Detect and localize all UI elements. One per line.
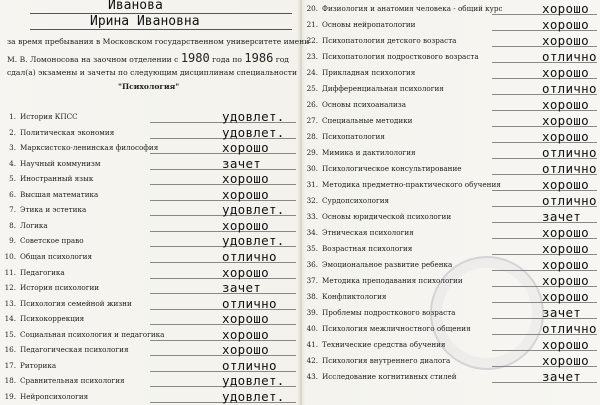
subject-name: Психологическое консультирование [322,164,462,173]
subject-row [0,358,296,374]
subject-name: Нейропсихология [20,391,89,401]
subject-row [302,113,597,129]
subject-row [0,311,296,327]
subject-grade: отлично [222,248,277,264]
subject-row [0,171,296,187]
subject-name: Психология семейной жизни [20,298,132,308]
subject-number: 27. [306,116,318,125]
subject-grade: хорошо [222,264,269,280]
subject-row [0,187,296,203]
subject-name: Педагогическая психология [20,345,129,355]
student-first-middle-name: Ирина Ивановна [90,14,200,29]
subject-grade: хорошо [222,186,269,202]
subject-row [302,129,597,145]
subject-number: 6. [9,189,16,199]
subject-grade: хорошо [542,177,589,192]
subject-number: 23. [306,52,318,61]
subject-row [0,125,296,141]
subject-name: Эмоциональное развитие ребенка [322,260,453,269]
subject-grade: хорошо [542,113,589,128]
subject-grade: зачет [222,280,262,296]
subject-number: 7. [9,205,16,215]
subject-grade: хорошо [542,289,589,304]
subject-row [302,209,597,225]
subject-number: 24. [306,68,318,77]
subject-grade: хорошо [542,273,589,288]
subject-grade: удовлет. [222,202,285,218]
subject-name: Политическая экономия [20,127,115,137]
subject-grade: хорошо [542,1,589,16]
subject-name: Сравнительная психология [20,376,125,386]
subject-name: Основы нейропатологии [322,20,416,29]
subject-number: 14. [4,314,16,324]
subject-number: 4. [9,158,16,168]
student-last-name: Иванова [108,0,163,13]
subject-grade: хорошо [542,97,589,112]
subject-number: 38. [306,292,318,301]
subject-name: Прикладная психология [322,68,416,77]
subject-row [0,202,296,218]
subject-number: 34. [306,228,318,237]
subject-number: 9. [9,236,16,246]
subject-grade: удовлет. [222,233,285,249]
subject-grade: отлично [542,193,597,208]
subject-name: Общая психология [20,251,92,261]
subject-grade: хорошо [542,17,589,32]
subject-number: 1. [9,112,16,121]
subject-name: Проблемы подросткового возраста [322,308,456,317]
subject-name: Психопатология подросткового возраста [322,52,479,61]
subject-row [0,140,296,156]
subject-grade: зачет [542,369,582,384]
subject-number: 25. [306,84,318,93]
subject-name: Психокоррекция [20,314,85,324]
intro-line-2-start: М. В. Ломоносова на заочном отделении с [7,55,179,64]
subject-row [0,265,296,281]
subject-grade: хорошо [542,65,589,80]
subject-row [0,280,296,296]
subject-name: Сурдопсихология [322,196,390,205]
subject-row [0,342,296,358]
intro-line-2-end: год [275,55,289,64]
subject-row [302,1,597,17]
subject-row [0,109,296,125]
subject-name: Специальные методики [322,116,413,125]
subject-number: 43. [306,372,318,381]
subject-name: Психология межличностного общения [322,324,471,333]
subject-row [302,225,597,241]
subject-grade: отлично [542,81,597,96]
subject-grade: удовлет. [222,109,285,124]
subject-number: 12. [4,283,16,293]
subject-name: Основы юридической психологии [322,212,452,221]
subject-grade: отлично [542,145,597,160]
intro-line-1: за время пребывания в Московском государственном университете имени [7,37,310,46]
subject-row [0,373,296,389]
subject-number: 13. [4,298,16,308]
subject-number: 11. [4,267,16,277]
subject-number: 28. [306,132,318,141]
subject-grade: хорошо [542,337,589,352]
subject-grade: удовлет. [222,388,285,404]
subject-name: История психологии [20,283,100,293]
subject-row [302,65,597,81]
subject-number: 40. [306,324,318,333]
subject-number: 16. [4,345,16,355]
subject-number: 31. [306,180,318,189]
subject-number: 37. [306,276,318,285]
subject-number: 3. [9,143,16,153]
intro-line-2 [7,51,289,65]
subject-grade: хорошо [542,257,589,272]
subject-name: Методика предметно-практического обучения [322,180,501,189]
subject-row [302,369,597,385]
subject-row [302,161,597,177]
subject-number: 33. [306,212,318,221]
subject-row [302,337,597,353]
subject-row [0,249,296,265]
subject-number: 30. [306,164,318,173]
subject-grade: отлично [542,49,597,64]
subject-name: Психопатология [322,132,385,141]
subject-number: 39. [306,308,318,317]
subject-name: Психология внутреннего диалога [322,356,451,365]
subject-name: Риторика [20,360,57,370]
subject-name: Этика и эстетика [20,205,87,215]
subject-grade: хорошо [542,241,589,256]
subject-number: 10. [4,251,16,261]
subject-grade: отлично [542,161,597,176]
subject-name: Социальная психология и педагогика [20,329,165,339]
subject-row [302,241,597,257]
first-name-underline [30,29,292,30]
subject-grade: отлично [222,295,277,311]
subject-number: 41. [306,340,318,349]
subject-name: Мимика и дактилология [322,148,416,157]
subject-grade: хорошо [542,353,589,368]
subject-row [302,321,597,337]
subject-row [302,97,597,113]
subject-grade: хорошо [222,140,269,156]
subject-number: 15. [4,329,16,339]
subject-number: 2. [9,127,16,137]
subject-grade: зачет [542,209,582,224]
subject-number: 26. [306,100,318,109]
subject-name: Педагогика [20,267,65,277]
subject-name: Научный коммунизм [20,158,101,168]
subject-grade: зачет [542,305,582,320]
subject-row [302,193,597,209]
subject-name: Марксистско-ленинская философия [20,143,159,153]
subject-row [302,145,597,161]
subject-grade: отлично [222,357,277,373]
subject-name: История КПСС [20,112,78,121]
specialty-name: "Психология" [118,82,180,91]
subject-row [302,17,597,33]
subject-number: 21. [306,20,318,29]
subject-row [0,296,296,312]
subject-name: Физиология и анатомия человека - общий курс [322,4,503,13]
subject-row [0,156,296,172]
subject-row [302,257,597,273]
subject-name: Советское право [20,236,84,246]
subject-name: Конфликтология [322,292,387,301]
subject-number: 17. [4,360,16,370]
year-to: 1986 [244,51,274,65]
subject-row [302,305,597,321]
subject-number: 18. [4,376,16,386]
subject-row [302,33,597,49]
subject-name: Возрастная психология [322,244,413,253]
subject-grade: хорошо [222,217,269,233]
subject-row [302,353,597,369]
subject-grade: хорошо [222,342,269,358]
subject-name: Технические средства обучения [322,340,446,349]
subject-number: 8. [9,220,16,230]
subject-grade: хорошо [222,171,269,187]
subject-number: 42. [306,356,318,365]
subject-name: Методика преподавания психологии [322,276,463,285]
subject-grade: хорошо [222,326,269,342]
year-from: 1980 [180,51,210,65]
subject-name: Этническая психология [322,228,414,237]
subject-row [302,81,597,97]
subject-row [302,289,597,305]
subject-row [302,177,597,193]
subject-grade: удовлет. [222,124,285,140]
subject-row [302,49,597,65]
subject-grade: удовлет. [222,373,285,389]
subject-grade: хорошо [542,225,589,240]
subject-name: Высшая математика [20,189,99,199]
subject-grade: зачет [222,155,262,171]
subject-row [302,273,597,289]
subject-grade: хорошо [222,311,269,327]
subject-name: Психопатология детского возраста [322,36,457,45]
subject-number: 35. [306,244,318,253]
subject-number: 20. [306,4,318,13]
subject-row [0,218,296,234]
subject-name: Дифференциальная психология [322,84,444,93]
subject-number: 32. [306,196,318,205]
subject-row [0,389,296,405]
subject-grade: хорошо [542,129,589,144]
subject-row [0,233,296,249]
intro-line-3: сдал(а) экзамены и зачеты по следующим дисциплинам специальности [7,68,298,77]
subject-row [0,327,296,343]
subject-grade: хорошо [542,33,589,48]
subject-name: Иностранный язык [20,174,94,184]
subject-name: Исследование когнитивных стилей [322,372,457,381]
subject-grade: отлично [542,321,597,336]
subject-name: Логика [20,220,48,230]
subject-number: 19. [4,391,16,401]
subject-number: 29. [306,148,318,157]
intro-line-2-mid: года по [212,55,242,64]
subject-number: 22. [306,36,318,45]
subject-number: 5. [9,174,16,184]
subject-number: 36. [306,260,318,269]
subject-name: Основы психоанализа [322,100,406,109]
